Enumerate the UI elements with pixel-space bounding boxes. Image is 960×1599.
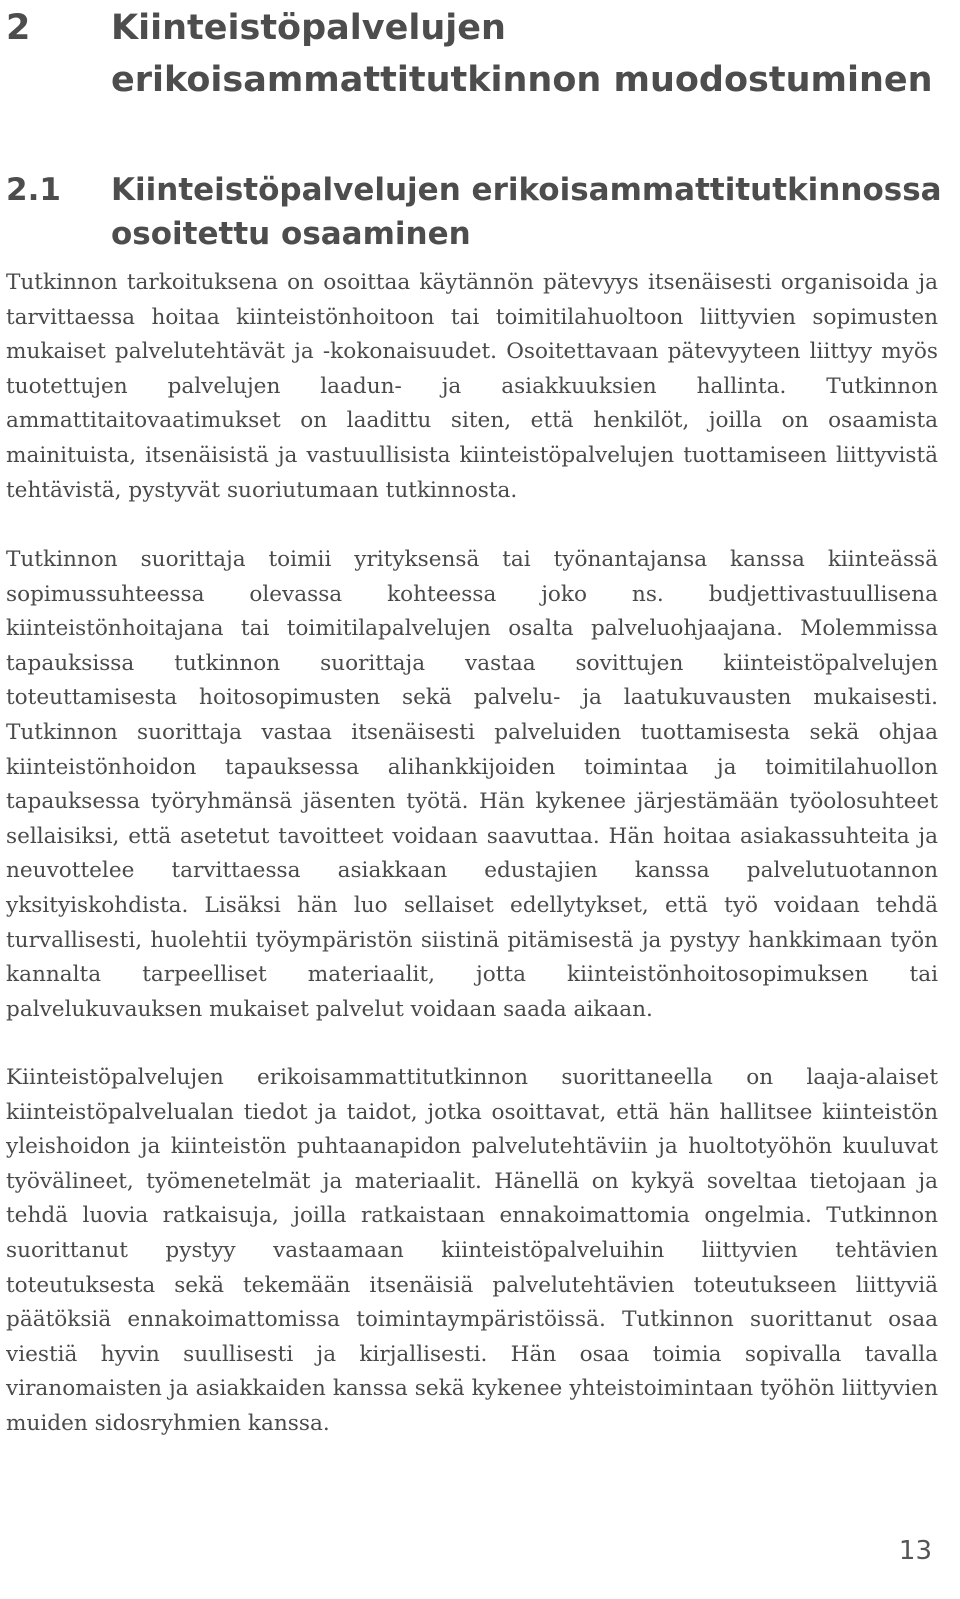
chapter-heading	[6, 2, 946, 106]
body-paragraph: Tutkinnon tarkoituksena on osoittaa käytännön pätevyys itsenäisesti organisoida ja tarvittaessa hoitaa kiinteistönhoitoon tai toimitilahuoltoon liittyvien sopimusten mukaiset palvelutehtävät ja -kokonaisuudet. Osoitettavaan pätevyyteen liittyy myös tuotettujen palvelujen laadun- ja asiakkuuksien hallinta. Tutkinnon ammattitaitovaatimukset on laadittu siten, että henkilöt, joilla on osaamista mainituista, itsenäisistä ja vastuullisista kiinteistöpalvelujen tuottamiseen liittyvistä tehtävistä, pystyvät suoriutumaan tutkinnosta.	[6, 270, 938, 503]
section-heading	[6, 168, 946, 256]
chapter-number: 2	[6, 8, 31, 48]
body-paragraph: Kiinteistöpalvelujen erikoisammattitutkinnon suorittaneella on laaja-alaiset kiinteistöpalvelualan tiedot ja taidot, jotka osoittavat, että hän hallitsee kiinteistön yleishoidon ja kiinteistön puhtaanapidon palvelutehtäviin ja huoltotyöhön kuuluvat työvälineet, työmenetelmät ja materiaalit. Hänellä on kykyä soveltaa tietojaan ja tehdä luovia ratkaisuja, joilla ratkaistaan ennakoimattomia ongelmia. Tutkinnon suorittanut pystyy vastaamaan kiinteistöpalveluihin liittyvien tehtävien toteutuksesta sekä tekemään itsenäisiä palvelutehtävien toteutukseen liittyviä päätöksiä ennakoimattomissa toimintaympäristöissä. Tutkinnon suorittanut osaa viestiä hyvin suullisesti ja kirjallisesti. Hän osaa toimia sopivalla tavalla viranomaisten ja asiakkaiden kanssa sekä kykenee yhteistoimintaan työhön liittyvien muiden sidosryhmien kanssa.	[6, 1065, 938, 1436]
section-title: Kiinteistöpalvelujen erikoisammattitutkinnossa osoitettu osaaminen	[111, 172, 942, 252]
body-paragraph: Tutkinnon suorittaja toimii yrityksensä tai työnantajansa kanssa kiinteässä sopimussuhteessa olevassa kohteessa joko ns. budjettivastuullisena kiinteistönhoitajana tai toimitilapalvelujen osalta palveluohjaajana. Molemmissa tapauksissa tutkinnon suorittaja vastaa sovittujen kiinteistöpalvelujen toteuttamisesta hoitosopimusten sekä palvelu- ja laatukuvausten mukaisesti. Tutkinnon suorittaja vastaa itsenäisesti palveluiden tuottamisesta sekä ohjaa kiinteistönhoidon tapauksessa alihankkijoiden toimintaa ja toimitilahuollon tapauksessa työryhmänsä jäsenten työtä. Hän kykenee järjestämään työolosuhteet sellaisiksi, että asetetut tavoitteet voidaan saavuttaa. Hän hoitaa asiakassuhteita ja neuvottelee tarvittaessa asiakkaan edustajien kanssa palvelutuotannon yksityiskohdista. Lisäksi hän luo sellaiset edellytykset, että työ voidaan tehdä turvallisesti, huolehtii työympäristön siistinä pitämisestä ja pystyy hankkimaan työn kannalta tarpeelliset materiaalit, jotta kiinteistönhoitosopimuksen tai palvelukuvauksen mukaiset palvelut voidaan saada aikaan.	[6, 547, 938, 1022]
section-number: 2.1	[6, 172, 61, 208]
chapter-title: Kiinteistöpalvelujen erikoisammattitutkinnon muodostuminen	[111, 8, 933, 100]
page-number: 13	[898, 1536, 932, 1566]
